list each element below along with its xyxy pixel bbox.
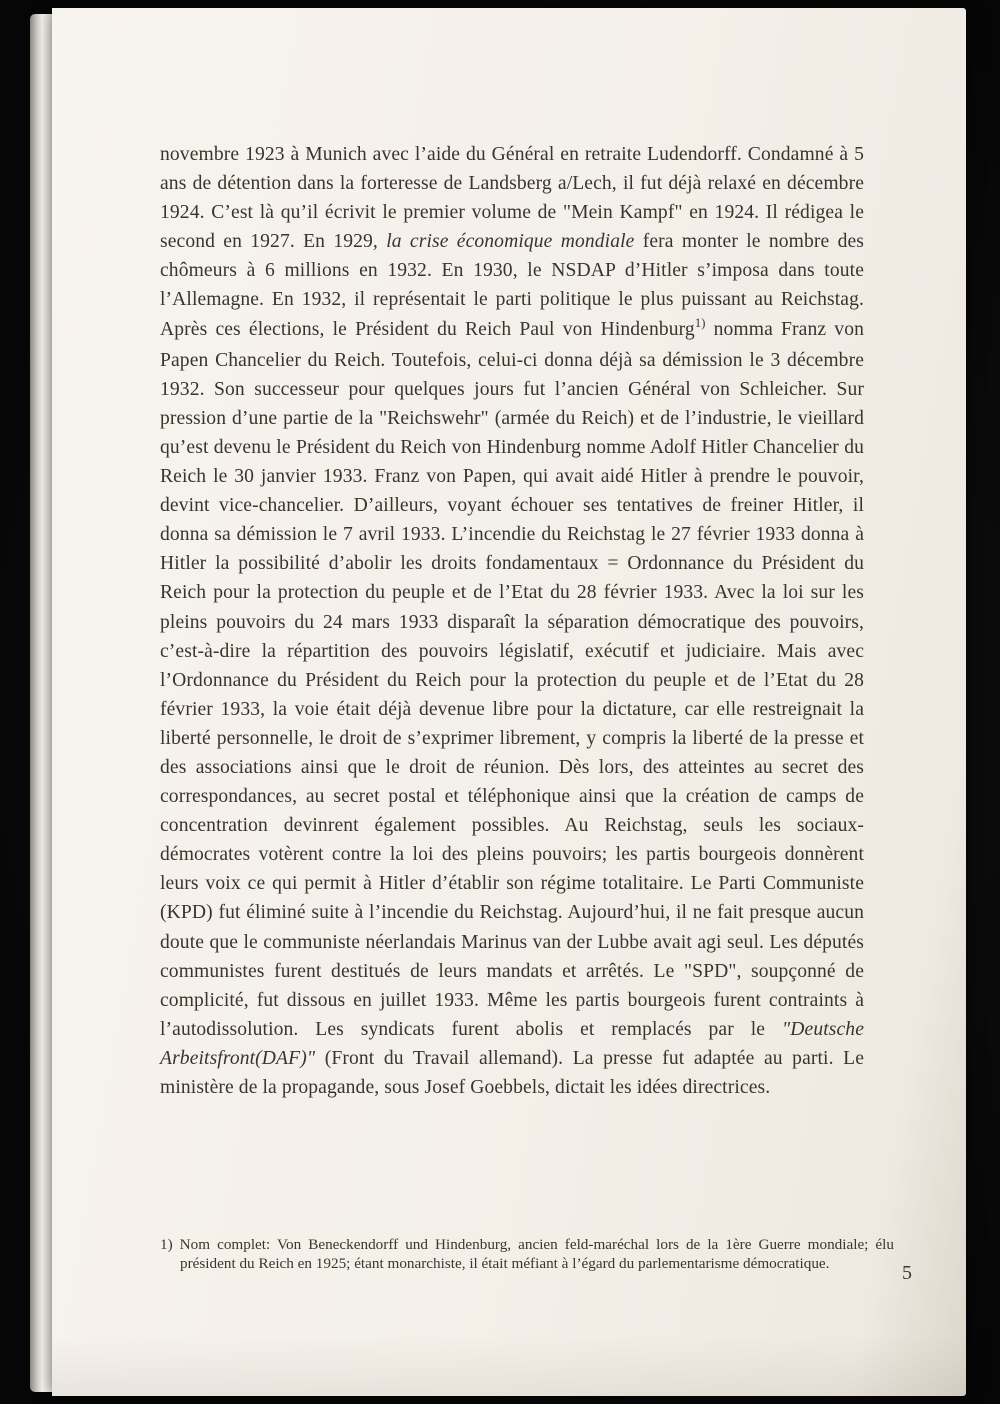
body-segment: novembre 1923 à Munich avec l’aide du Général en retraite Ludendorff. Condamné à 5 ans de détention dans la forteresse de Landsberg a/Lech, il fut déjà relaxé en décembre 1924. C’est là qu’il écrivit le premier volume de "Mein Kampf" en 1924. Il rédigea le second en 1927. En 1929, xyxy=(160,144,864,253)
body-segment: (Front du Travail allemand). La presse fut adaptée au parti. Le ministère de la propagande, sous Josef Goebbels, dictait les idées directrices. xyxy=(160,1047,864,1098)
page-number: 5 xyxy=(902,1262,912,1284)
body-text-block xyxy=(160,140,864,1102)
footnote-reference-marker: 1) xyxy=(694,315,706,330)
body-segment-italic: "Deutsche Arbeitsfront(DAF)" xyxy=(160,1018,864,1069)
body-paragraph xyxy=(160,140,864,1102)
footnote: 1) Nom complet: Von Beneckendorff und Hindenburg, ancien feld-maréchal lors de la 1ère Guerre mondiale; élu président du Reich en 1925; étant monarchiste, il était méfiant à l’égard du parlementarisme démocratique. xyxy=(160,1236,894,1272)
body-segment: nomma Franz von Papen Chancelier du Reich. Toutefois, celui-ci donna déjà sa démission le 3 décembre 1932. Son successeur pour quelques jours fut l’ancien Général von Schleicher. Sur pression d’une partie de la "Reichswehr" (armée du Reich) et de l’industrie, le vieillard qu’est devenu le Président du Reich von Hindenburg nomme Adolf Hitler Chancelier du Reich le 30 janvier 1933. Franz von Papen, qui avait aidé Hitler à prendre le pouvoir, devint vice-chancelier. D’ailleurs, voyant échouer ses tentatives de freiner Hitler, il donna sa démission le 7 avril 1933. L’incendie du Reichstag le 27 février 1933 donna à Hitler la possibilité d’abolir les droits fondamentaux = Ordonnance du Président du Reich pour la protection du peuple et de l’Etat du 28 février 1933. Avec la loi sur les pleins pouvoirs du 24 mars 1933 disparaît la séparation démocratique des pouvoirs, c’est-à-dire la répartition des pouvoirs législatif, exécutif et judiciaire. Mais avec l’Ordonnance du Président du Reich pour la protection du peuple et de l’Etat du 28 février 1933, la voie était déjà devenue libre pour la dictature, car elle restreignait la liberté personnelle, le droit de s’exprimer librement, y compris la liberté de la presse et des associations ainsi que le droit de réunion. Dès lors, des atteintes au secret des correspondances, au secret postal et téléphonique ainsi que la création de camps de concentration devinrent également possibles. Au Reichstag, seuls les sociaux-démocrates votèrent contre la loi des pleins pouvoirs; les partis bourgeois donnèrent leurs voix ce qui permit à Hitler d’établir son régime totalitaire. Le Parti Communiste (KPD) fut éliminé suite à l’incendie du Reichstag. Aujourd’hui, il ne fait presque aucun doute que le communiste néerlandais Marinus van der Lubbe avait agi seul. Les députés communistes furent destitués de leurs mandats et arrêtés. Le "SPD", soupçonné de complicité, fut dissous en juillet 1933. Même les partis bourgeois furent contraints à l’autodissolution. Les syndicats furent abolis et remplacés par le xyxy=(160,318,864,1040)
body-segment-italic: la crise économique mondiale xyxy=(386,231,635,253)
book-page xyxy=(52,8,966,1396)
body-segment: fera monter le nombre des chômeurs à 6 millions en 1932. En 1930, le NSDAP d’Hitler s’imposa dans toute l’Allemagne. En 1932, il représentait le parti politique le plus puissant au Reichstag. Après ces élections, le Président du Reich Paul von Hindenburg xyxy=(160,231,864,340)
